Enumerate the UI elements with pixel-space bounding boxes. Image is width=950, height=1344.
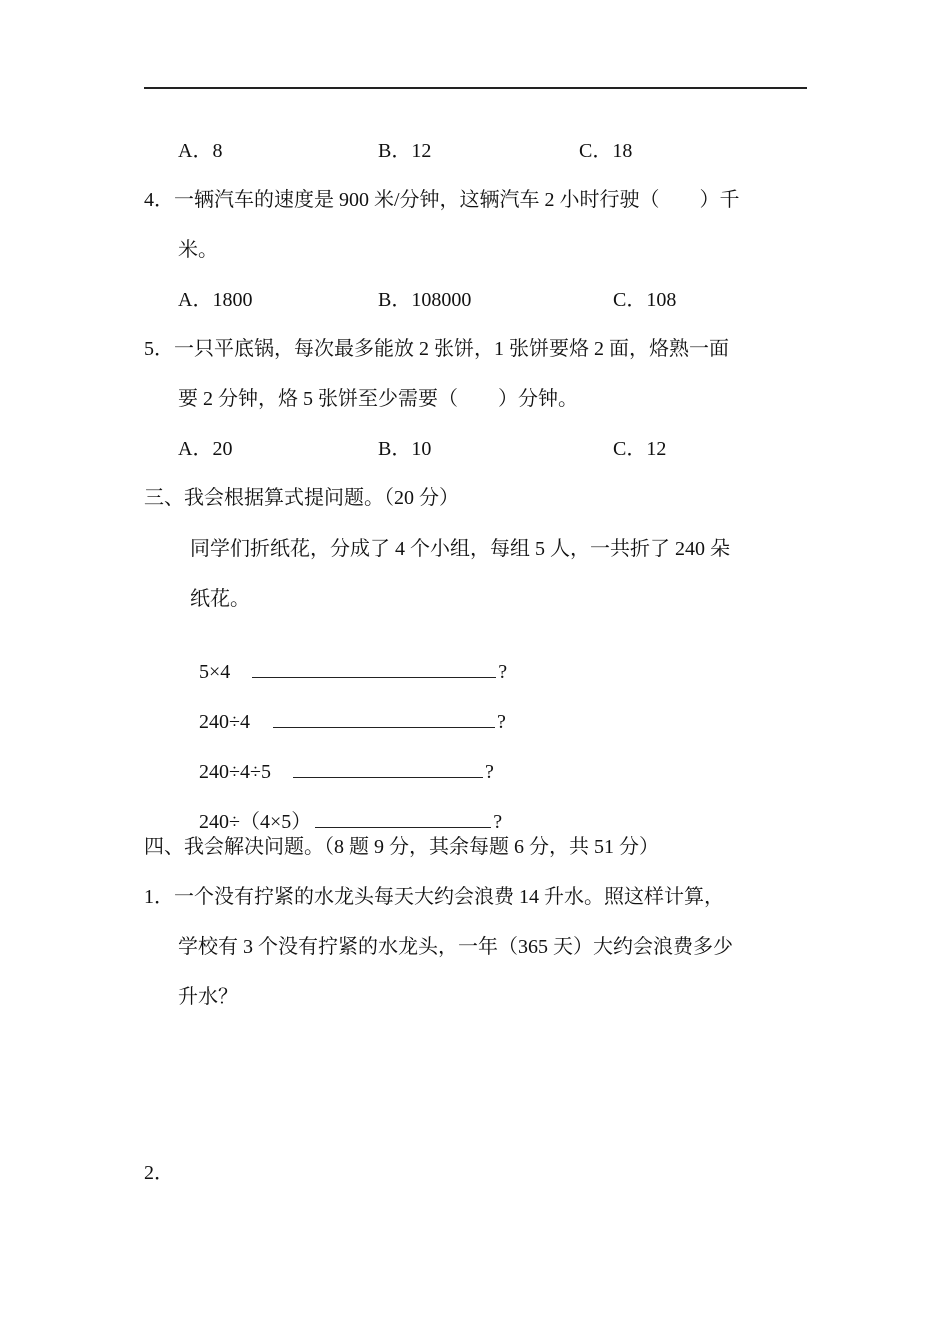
q5-text-line1: 5．一只平底锅，每次最多能放 2 张饼，1 张饼要烙 2 面，烙熟一面 — [144, 338, 729, 360]
q5-option-b: B．10 — [378, 438, 432, 460]
q5-option-c: C．12 — [613, 438, 667, 460]
q4-text-line2: 米。 — [178, 239, 218, 261]
header-rule — [144, 87, 807, 89]
expr-row — [189, 686, 506, 734]
section3-context-line2: 纸花。 — [190, 588, 250, 610]
q5-text-line2: 要 2 分钟，烙 5 张饼至少需要（ ）分钟。 — [178, 388, 578, 410]
q3-option-c: C．18 — [579, 140, 633, 162]
expr-label: 240÷4÷5 — [199, 761, 271, 783]
section3-heading: 三、我会根据算式提问题。（20 分） — [144, 487, 459, 509]
q3-option-a: A．8 — [178, 140, 223, 162]
answer-blank[interactable] — [273, 710, 495, 728]
expr-row — [189, 636, 507, 684]
expr-label: 240÷4 — [199, 711, 250, 733]
section4-heading: 四、我会解决问题。（8 题 9 分，其余每题 6 分，共 51 分） — [144, 836, 659, 858]
problem1-line2: 学校有 3 个没有拧紧的水龙头，一年（365 天）大约会浪费多少 — [178, 936, 733, 958]
answer-blank[interactable] — [293, 760, 483, 778]
problem1-line3: 升水？ — [178, 986, 238, 1008]
answer-blank[interactable] — [315, 810, 491, 828]
expr-row — [189, 736, 494, 784]
problem2-number: 2． — [144, 1162, 174, 1184]
question-mark: ? — [493, 811, 503, 833]
expr-label: 5×4 — [199, 661, 231, 683]
q4-text-line1: 4．一辆汽车的速度是 900 米/分钟，这辆汽车 2 小时行驶（ ）千 — [144, 189, 740, 211]
q4-option-c: C．108 — [613, 289, 677, 311]
question-mark: ? — [498, 661, 508, 683]
question-mark: ? — [496, 711, 506, 733]
q3-option-b: B．12 — [378, 140, 432, 162]
question-mark: ? — [484, 761, 494, 783]
q4-option-b: B．108000 — [378, 289, 472, 311]
expr-row — [189, 786, 502, 834]
expr-label: 240÷（4×5） — [199, 811, 312, 833]
section3-context-line1: 同学们折纸花，分成了 4 个小组，每组 5 人，一共折了 240 朵 — [190, 538, 730, 560]
q4-option-a: A．1800 — [178, 289, 253, 311]
problem1-line1: 1．一个没有拧紧的水龙头每天大约会浪费 14 升水。照这样计算， — [144, 886, 724, 908]
answer-blank[interactable] — [252, 660, 496, 678]
q5-option-a: A．20 — [178, 438, 233, 460]
